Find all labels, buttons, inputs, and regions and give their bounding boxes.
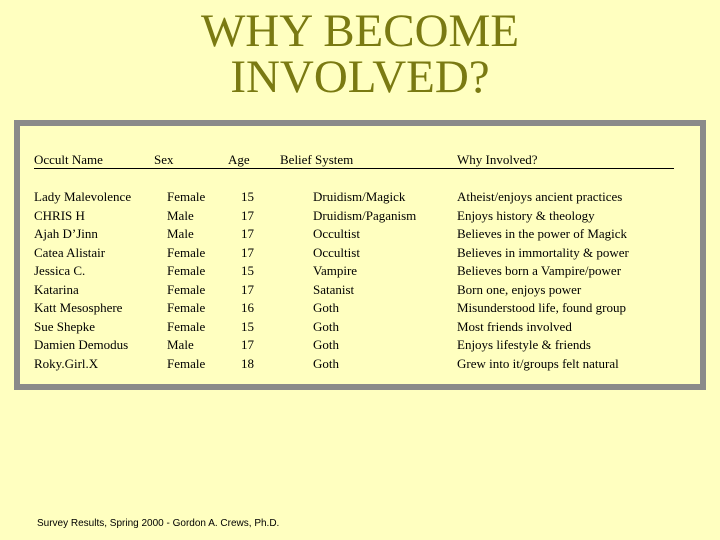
occult-name-cell: Catea Alistair	[34, 244, 106, 260]
column-sex	[167, 188, 205, 373]
occult-name-cell: Katarina	[34, 281, 79, 297]
belief-system-cell: Occultist	[313, 244, 360, 260]
occult-name-cell: Ajah D’Jinn	[34, 226, 98, 241]
sex-cell: Male	[167, 337, 194, 352]
occult-name-cell: CHRIS H	[34, 207, 85, 223]
why-involved-cell: Born one, enjoys power	[457, 281, 582, 297]
sex-cell: Female	[167, 318, 206, 334]
why-involved-cell: Believes in immortality & power	[457, 244, 629, 260]
sex-cell: Female	[167, 263, 206, 278]
title-line-2: INVOLVED?	[230, 51, 490, 103]
survey-table	[14, 120, 706, 390]
belief-system-cell: Druidism/Magick	[313, 189, 406, 204]
column-why-involved	[457, 188, 629, 373]
sex-cell: Female	[167, 244, 206, 260]
age-cell: 17	[241, 207, 254, 223]
occult-name-cell: Sue Shepke	[34, 318, 96, 334]
age-cell: 15	[241, 263, 254, 278]
title-line-1: WHY BECOME	[200, 5, 520, 57]
column-occult-name	[34, 188, 131, 373]
why-involved-cell: Most friends involved	[457, 318, 572, 334]
age-cell: 17	[241, 281, 254, 297]
age-cell: 18	[241, 355, 254, 371]
age-cell: 15	[241, 189, 254, 204]
belief-system-cell: Occultist	[313, 226, 360, 241]
header-why-involved: Why Involved?	[424, 152, 674, 169]
age-cell: 17	[241, 226, 254, 241]
age-cell: 17	[241, 244, 254, 260]
belief-system-cell: Vampire	[313, 263, 358, 278]
belief-system-cell: Druidism/Paganism	[313, 207, 417, 223]
belief-system-cell: Goth	[313, 318, 339, 334]
age-cell: 17	[241, 337, 254, 352]
belief-system-cell: Goth	[313, 355, 339, 371]
why-involved-cell: Enjoys history & theology	[457, 207, 595, 223]
belief-system-cell: Goth	[313, 300, 339, 315]
footer-credit: Survey Results, Spring 2000 - Gordon A. Crews, Ph.D.	[37, 518, 280, 529]
column-age	[241, 188, 254, 373]
why-involved-cell: Grew into it/groups felt natural	[457, 355, 619, 371]
sex-cell: Female	[167, 355, 206, 371]
why-involved-cell: Enjoys lifestyle & friends	[457, 337, 591, 352]
occult-name-cell: Katt Mesosphere	[34, 300, 123, 315]
sex-cell: Female	[167, 281, 206, 297]
occult-name-cell: Jessica C.	[34, 263, 86, 278]
sex-cell: Female	[167, 300, 206, 315]
why-involved-cell: Misunderstood life, found group	[457, 300, 626, 315]
belief-system-cell: Goth	[313, 337, 339, 352]
sex-cell: Female	[167, 189, 206, 204]
header-sex: Sex	[154, 152, 228, 169]
occult-name-cell: Damien Demodus	[34, 337, 129, 352]
belief-system-cell: Satanist	[313, 281, 355, 297]
why-involved-cell: Believes in the power of Magick	[457, 226, 628, 241]
sex-cell: Male	[167, 226, 194, 241]
page-title	[0, 5, 720, 103]
age-cell: 16	[241, 300, 254, 315]
column-belief-system	[313, 188, 416, 373]
why-involved-cell: Believes born a Vampire/power	[457, 263, 622, 278]
occult-name-cell: Roky.Girl.X	[34, 355, 99, 371]
header-occult-name: Occult Name	[34, 152, 154, 169]
header-belief-system: Belief System	[280, 152, 424, 169]
sex-cell: Male	[167, 207, 194, 223]
occult-name-cell: Lady Malevolence	[34, 189, 132, 204]
why-involved-cell: Atheist/enjoys ancient practices	[457, 189, 623, 204]
age-cell: 15	[241, 318, 254, 334]
header-age: Age	[228, 152, 280, 169]
